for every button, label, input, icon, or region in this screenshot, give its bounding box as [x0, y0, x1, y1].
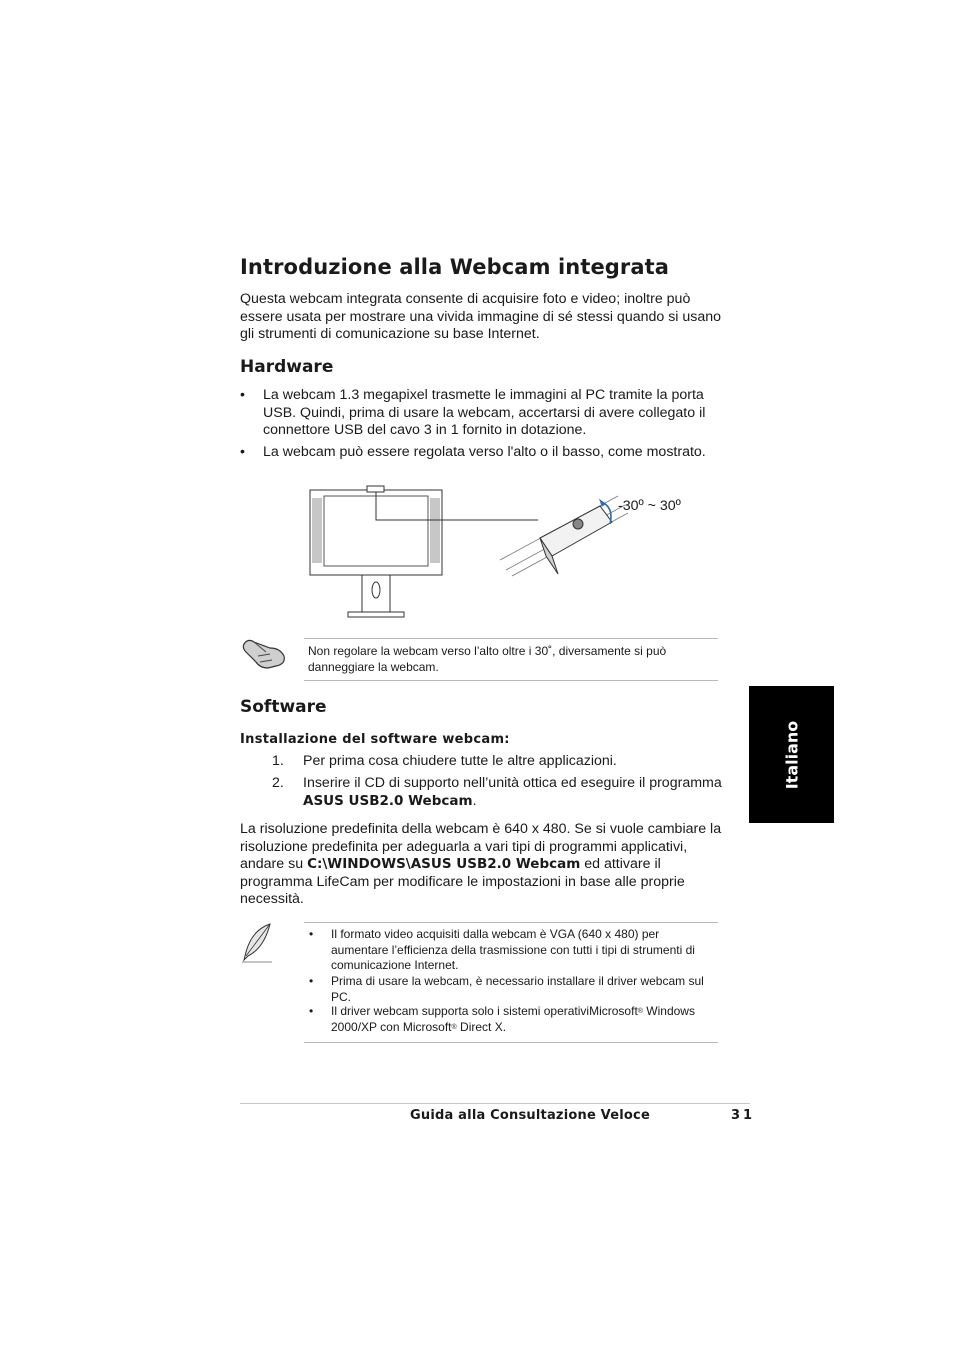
- resolution-paragraph: [240, 821, 730, 909]
- warning-note-text: Non regolare la webcam verso l’alto oltre i 30˚, diversamente si può danneggiare la webcam.: [308, 644, 667, 674]
- angle-label: -30º ~ 30º: [618, 498, 681, 514]
- info-note-3: Il driver webcam supporta solo i sistemi operativiMicrosoft® Windows 2000/XP con Microsoft® Direct X.: [331, 1004, 695, 1034]
- info-note-2: Prima di usare la webcam, è necessario installare il driver webcam sul PC.: [331, 974, 704, 1004]
- step-end: .: [472, 792, 477, 809]
- para-before: La risoluzione predefinita della webcam è 640 x 480. Se si vuole cambiare la risoluzione predefinita per adeguarla a vari tipi di programmi applicativi, andare su: [240, 821, 722, 873]
- bullet-mark: •: [309, 974, 314, 988]
- side-tab-label: Italiano: [782, 720, 801, 789]
- bullet-mark: •: [240, 444, 245, 460]
- bullet-mark: •: [309, 927, 314, 941]
- path-text: C:\WINDOWS\ASUS USB2.0 Webcam: [307, 856, 581, 873]
- footer-guide-title: Guida alla Consultazione Veloce: [410, 1108, 650, 1123]
- hardware-heading: Hardware: [240, 357, 334, 377]
- bullet-mark: •: [309, 1004, 314, 1018]
- bullet-mark: •: [240, 387, 245, 403]
- info-note-1: Il formato video acquisiti dalla webcam è VGA (640 x 480) per aumentare l’efficienza della trasmissione con tutti i tipi di strumenti di comunicazione Internet.: [331, 927, 695, 972]
- language-side-tab: [749, 686, 834, 823]
- step-number: 1.: [272, 753, 284, 769]
- hardware-bullet-2: La webcam può essere regolata verso l'alto o il basso, come mostrato.: [263, 444, 706, 460]
- intro-paragraph: Questa webcam integrata consente di acquisire foto e video; inoltre può essere usata per mostrare una vivida immagine di sé stessi quando si usano gli strumenti di comunicazione su base Internet.: [240, 291, 722, 343]
- step-text: [303, 775, 723, 810]
- quill-note-icon: [240, 922, 274, 964]
- step-text-main: Inserire il CD di supporto nell’unità ottica ed eseguire il programma: [303, 775, 722, 791]
- hardware-bullet-1: La webcam 1.3 megapixel trasmette le immagini al PC tramite la porta USB. Quindi, prima di usare la webcam, accertarsi di avere collegato il connettore USB del cavo 3 in 1 fornito in dotazione.: [263, 387, 706, 439]
- step-text: Per prima cosa chiudere tutte le altre applicazioni.: [303, 753, 617, 769]
- footer-divider: [240, 1103, 750, 1104]
- page-title: Introduzione alla Webcam integrata: [240, 255, 670, 279]
- step-number: 2.: [272, 775, 284, 791]
- hand-warning-icon: [240, 632, 288, 672]
- para-after: ed attivare il programma LifeCam per modificare le impostazioni in base alle proprie necessità.: [240, 856, 685, 908]
- program-name: ASUS USB2.0 Webcam: [303, 792, 473, 809]
- software-heading: Software: [240, 697, 327, 717]
- page-number: 31: [731, 1108, 756, 1123]
- install-subheading: Installazione del software webcam:: [240, 732, 510, 747]
- warning-note-box: [304, 638, 718, 681]
